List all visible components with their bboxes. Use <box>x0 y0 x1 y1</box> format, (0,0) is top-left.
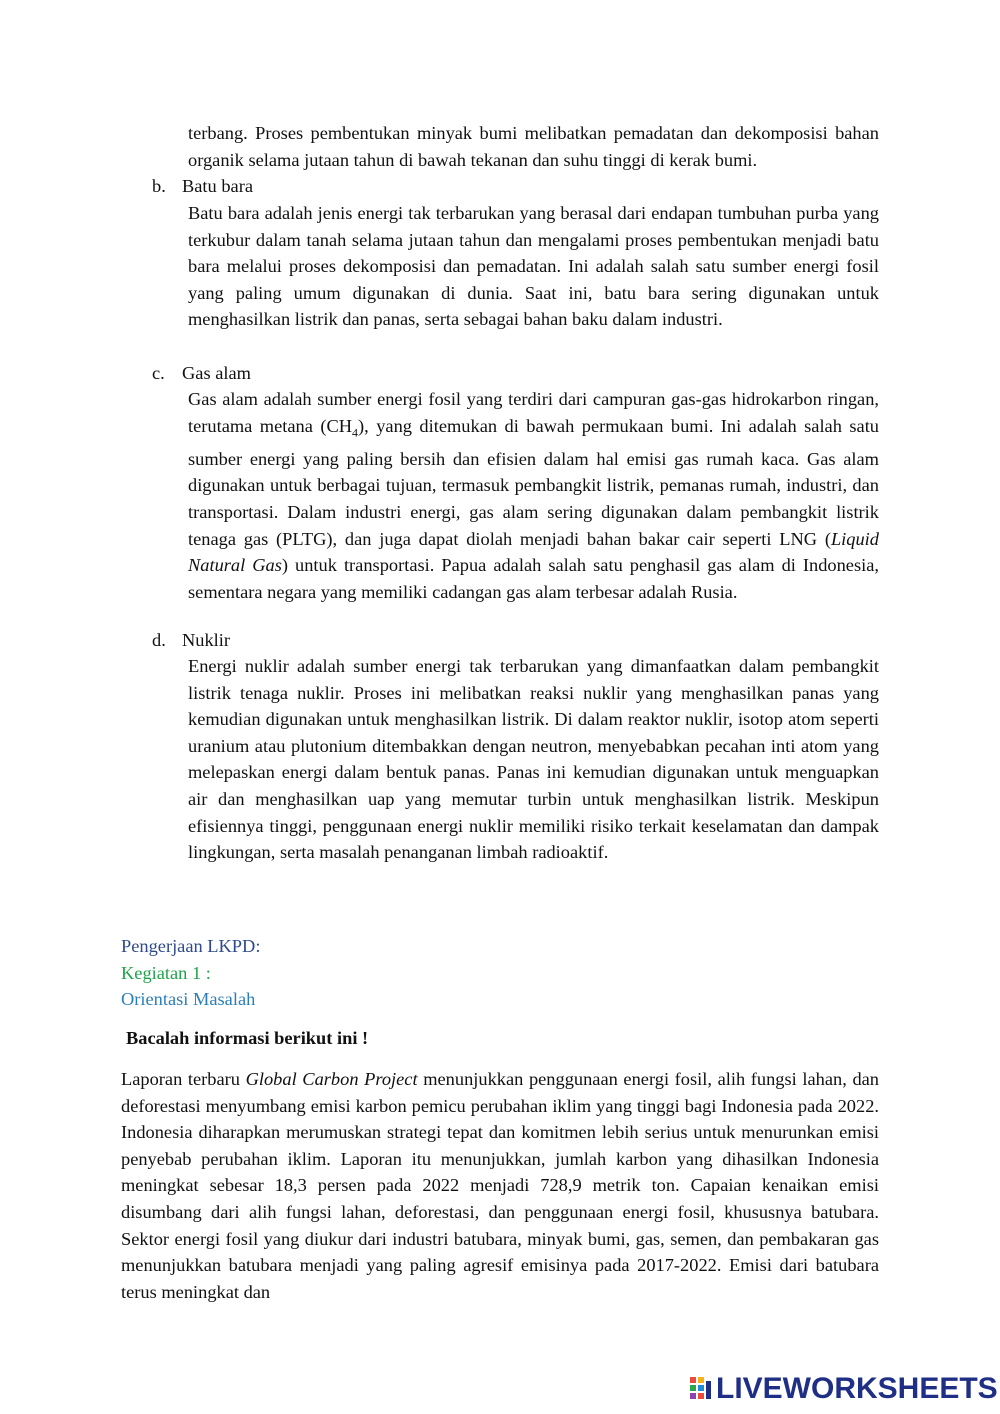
intro-paragraph: terbang. Proses pembentukan minyak bumi melibatkan pemadatan dan dekomposisi bahan organik selama jutaan tahun di bawah tekanan dan suhu tinggi di kerak bumi. <box>188 123 879 170</box>
gas-alam-paragraph <box>188 386 879 605</box>
pengerjaan-label: Pengerjaan LKPD: <box>121 936 261 956</box>
item-heading-nuklir <box>152 627 230 653</box>
kegiatan-label: Kegiatan 1 : <box>121 963 211 983</box>
item-letter: c. <box>152 363 165 383</box>
gas-alam-text-2: ), yang ditemukan di bawah permukaan bumi. Ini adalah salah satu sumber energi yang paling bersih dan efisien dalam hal emisi gas rumah kaca. Gas alam digunakan untuk berbagai tujuan, termasuk pembangkit listrik, pemanas rumah, industri, dan transportasi. Dalam industri energi, gas alam sering digunakan dalam pembangkit listrik tenaga gas (PLTG), dan juga dapat diolah menjadi bahan bakar cair seperti LNG ( <box>188 415 879 549</box>
gas-alam-text-1: Gas alam adalah sumber energi fosil yang terdiri dari campuran gas-gas hidrokarbon ringan, terutama metana (CH <box>188 389 879 436</box>
lng-italic: Liquid Natural Gas <box>188 528 879 576</box>
subscript-4: 4 <box>352 425 359 440</box>
item-heading-gas-alam <box>152 360 251 386</box>
item-title: Batu bara <box>182 176 253 196</box>
orientasi-label: Orientasi Masalah <box>121 989 256 1009</box>
report-lead: Laporan terbaru <box>121 1069 246 1089</box>
logo-text: LIVEWORKSHEETS <box>716 1372 998 1405</box>
report-rest: menunjukkan penggunaan energi fosil, alih fungsi lahan, dan deforestasi menyumbang emisi karbon pemicu perubahan iklim yang tinggi bagi Indonesia pada 2022. Indonesia diharapkan merumuskan strategi tepat dan komitmen lebih serius untuk menurunkan emisi penyebab perubahan iklim. Laporan itu menunjukkan, jumlah karbon yang dihasilkan Indonesia meningkat sebesar 18,3 persen pada 2022 menjadi 728,9 metrik ton. Capaian kenaikan emisi disumbang dari alih fungsi lahan, deforestasi, dan penggunaan energi fosil, khususnya batubara. Sektor energi fosil yang diukur dari industri batubara, minyak bumi, gas, semen, dan pembakaran gas menunjukkan batubara menjadi yang paling agresif emisinya pada 2017-2022. Emisi dari batubara terus meningkat dan <box>121 1069 879 1302</box>
item-heading-batu-bara <box>152 173 253 199</box>
batu-bara-paragraph: Batu bara adalah jenis energi tak terbarukan yang berasal dari endapan tumbuhan purba yang terkubur dalam tanah selama jutaan tahun dan mengalami proses pembentukan menjadi batu bara melalui proses dekomposisi dan pemadatan. Ini adalah salah satu sumber energi fosil yang paling umum digunakan di dunia. Saat ini, batu bara sering digunakan untuk menghasilkan listrik dan panas, serta sebagai bahan baku dalam industri. <box>188 203 879 330</box>
liveworksheets-logo-icon <box>690 1375 712 1403</box>
gas-alam-text-3: ) untuk transportasi. Papua adalah salah satu penghasil gas alam di Indonesia, sementara negara yang memiliki cadangan gas alam terbesar adalah Rusia. <box>188 555 879 602</box>
item-title: Gas alam <box>182 363 251 383</box>
item-letter: b. <box>152 176 166 196</box>
item-title: Nuklir <box>182 630 231 650</box>
report-italic: Global Carbon Project <box>245 1069 418 1089</box>
nuklir-paragraph: Energi nuklir adalah sumber energi tak terbarukan yang dimanfaatkan dalam pembangkit listrik tenaga nuklir. Proses ini melibatkan reaksi nuklir yang menghasilkan panas yang kemudian digunakan untuk menghasilkan listrik. Di dalam reaktor nuklir, isotop atom seperti uranium atau plutonium ditembakkan dengan neutron, menyebabkan pecahan inti atom yang melepaskan energi dalam bentuk panas. Panas ini kemudian digunakan untuk menguapkan air dan menghasilkan uap yang memutar turbin untuk menghasilkan listrik. Meskipun efisiennya tinggi, penggunaan energi nuklir memiliki risiko terkait keselamatan dan dampak lingkungan, serta masalah penanganan limbah radioaktif. <box>188 656 879 863</box>
bacalah-heading: Bacalah informasi berikut ini ! <box>126 1028 369 1048</box>
item-letter: d. <box>152 630 166 650</box>
liveworksheets-logo <box>690 1372 998 1406</box>
report-paragraph <box>121 1066 879 1305</box>
